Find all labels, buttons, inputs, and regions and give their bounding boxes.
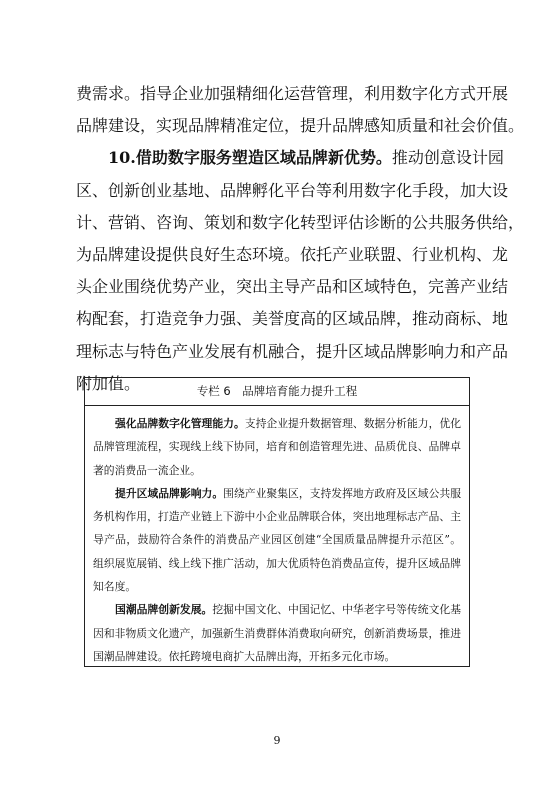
text-line: 头企业围绕优势产业，突出主导产品和区域特色，完善产业结 (76, 277, 509, 297)
text-line: 附加值。 (76, 373, 141, 393)
section-heading: 10.借助数字服务塑造区域品牌新优势。 (108, 148, 392, 168)
item-heading: 提升区域品牌影响力。 (115, 486, 224, 500)
item-heading: 强化品牌数字化管理能力。 (115, 417, 245, 430)
page-number: 9 (273, 734, 281, 747)
text-line: 为品牌建设提供良好生态环境。依托产业联盟、行业机构、龙 (76, 244, 509, 264)
text-line: 组织展览展销、线上线下推广活动，加大优质特色消费品宣传，提升区域品牌 (93, 556, 461, 570)
text-line: 构配套，打造竞争力强、美誉度高的区域品牌，推动商标、地 (76, 309, 509, 329)
box-title: 专栏 6 品牌培育能力提升工程 (85, 378, 469, 406)
text-line: 推动创意设计园 (391, 148, 504, 168)
box-body (85, 406, 469, 668)
text-line: 知名度。 (93, 580, 137, 594)
text-line: 支持企业提升数据管理、数据分析能力，优化 (244, 417, 462, 430)
text-line: 品牌建设，实现品牌精准定位，提升品牌感知质量和社会价值。 (76, 116, 525, 136)
box-item-1 (93, 412, 461, 435)
text-line: 计、营销、咨询、策划和数字化转型评估诊断的公共服务供给， (76, 212, 525, 232)
text-line: 务机构作用，打造产业链上下游中小企业品牌联合体，突出地理标志产品、主 (93, 510, 461, 524)
text-line: 费需求。指导企业加强精细化运营管理，利用数字化方式开展 (76, 84, 509, 103)
column-box (84, 377, 470, 667)
text-line: 理标志与特色产业发展有机融合，提升区域品牌影响力和产品 (76, 341, 509, 361)
text-line: 围绕产业聚集区，支持发挥地方政府及区域公共服 (223, 486, 462, 500)
box-item-3 (93, 598, 461, 621)
text-line: 区、创新创业基地、品牌孵化平台等利用数字化手段，加大设 (76, 180, 509, 200)
box-item-2 (93, 482, 461, 505)
item-heading: 国潮品牌创新发展。 (115, 603, 213, 617)
main-text (76, 78, 525, 400)
text-line: 因和非物质文化遗产，加强新生消费群体消费取向研究，创新消费场景，推进 (93, 626, 461, 640)
section-10-paragraph (76, 142, 504, 174)
text-line: 挖掘中国文化、中国记忆、中华老字号等传统文化基 (212, 603, 462, 617)
text-line: 导产品，鼓励符合条件的消费品产业园区创建“全国质量品牌提升示范区”。 (93, 533, 461, 547)
text-line: 品牌管理流程，实现线上线下协同，培育和创造管理先进、品质优良、品牌卓 (93, 440, 461, 454)
text-line: 国潮品牌建设。依托跨境电商扩大品牌出海，开拓多元化市场。 (93, 649, 396, 663)
text-line: 著的消费品一流企业。 (93, 463, 201, 477)
